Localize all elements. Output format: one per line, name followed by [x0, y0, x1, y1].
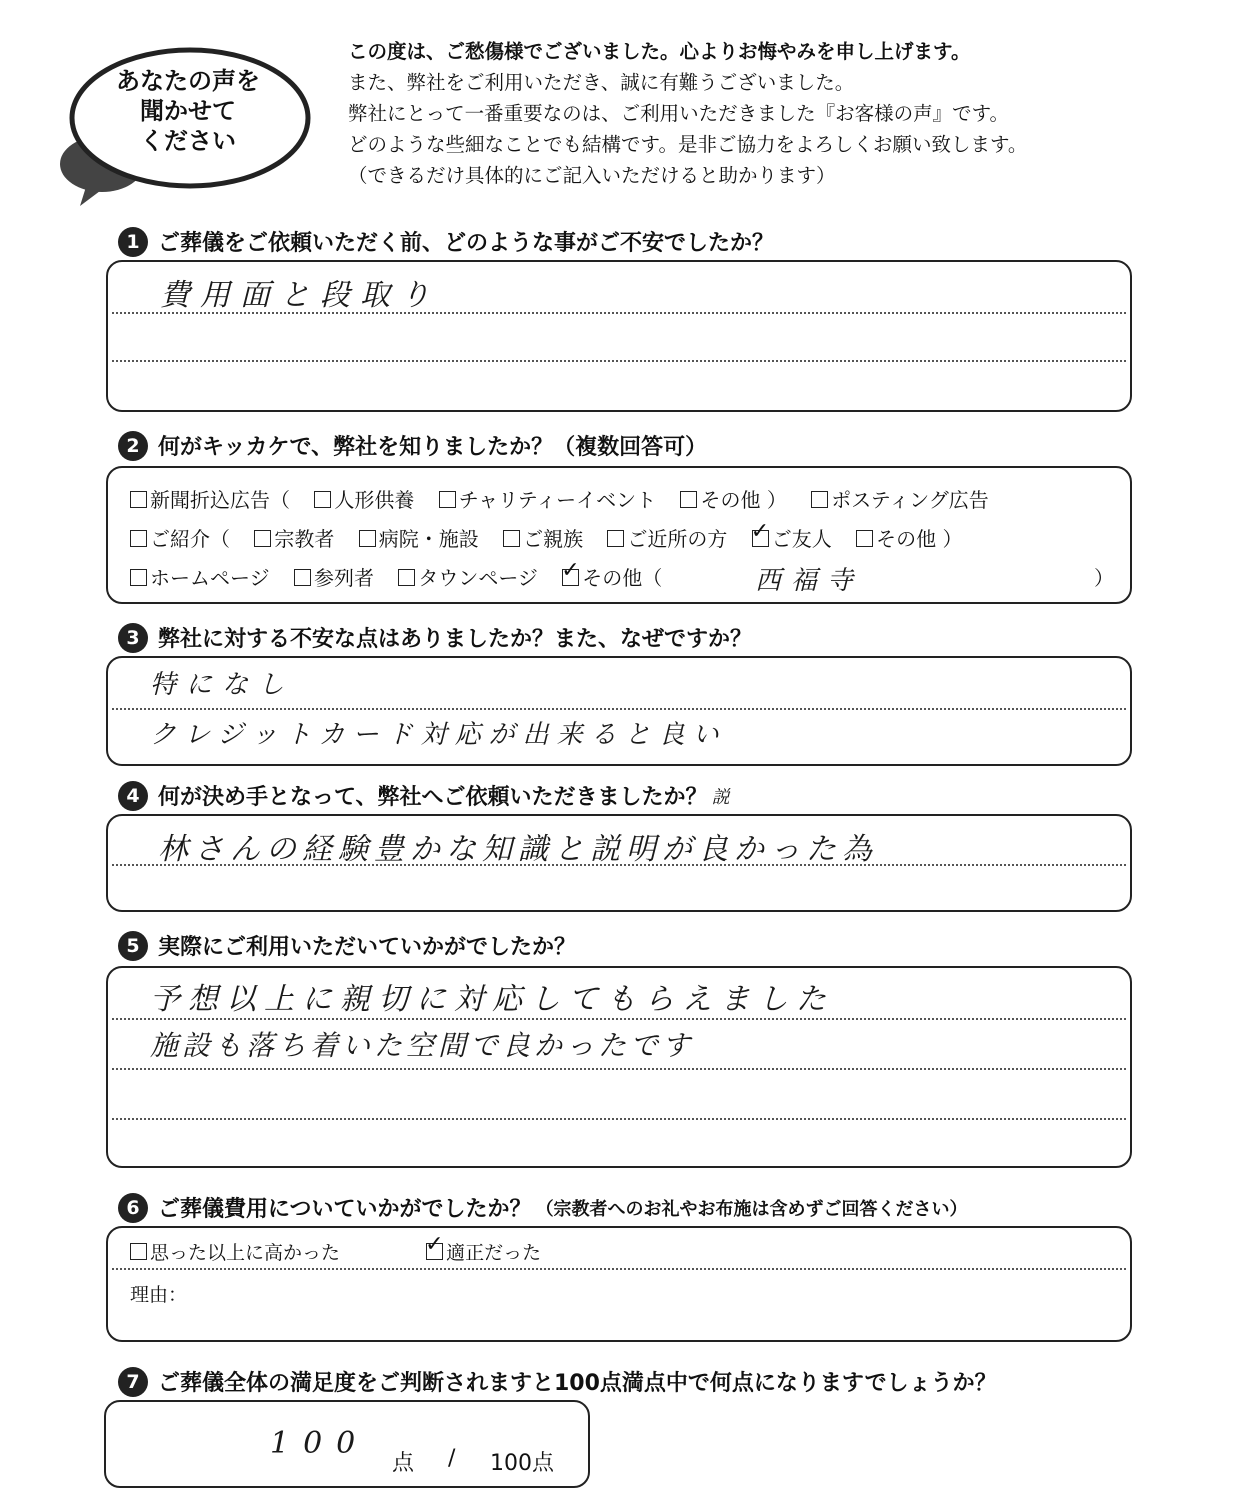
question-3-title: 弊社に対する不安な点はありましたか？また、なぜですか？: [158, 627, 753, 652]
options-row-3: [130, 562, 680, 591]
ruled-line: [112, 1068, 1126, 1070]
reason-label: 理由：: [130, 1284, 188, 1306]
option-relatives[interactable]: ご親族: [503, 527, 583, 551]
paren-close: ）: [1094, 566, 1114, 590]
options-row-2: [130, 523, 981, 552]
ruled-line: [112, 1018, 1126, 1020]
option-doll-memorial[interactable]: 人形供養: [314, 488, 414, 512]
handwritten-answer-5a: 予想以上に親切に対応してもらえました: [150, 982, 834, 1017]
handwritten-answer-3b: クレジットカード対応が出来ると良い: [150, 720, 727, 750]
number-3-icon: 3: [118, 623, 148, 653]
question-3-heading: [118, 622, 752, 653]
score-slash: /: [448, 1446, 456, 1471]
number-2-icon: 2: [118, 431, 148, 461]
handwritten-answer-1: 費用面と段取り: [160, 278, 440, 313]
question-7-heading: [118, 1366, 997, 1397]
question-6-title: ご葬儀費用についていかがでしたか？: [158, 1197, 532, 1222]
option-other-3[interactable]: ✓ その他（: [562, 566, 662, 590]
question-7-title: ご葬儀全体の満足度をご判断されますと100点満点中で何点になりますでしょうか？: [158, 1371, 997, 1396]
intro-line: また、弊社をご利用いただき、誠に有難うございました。: [348, 71, 855, 94]
question-6-note: （宗教者へのお礼やお布施は含めずご回答ください）: [535, 1198, 968, 1220]
ruled-line: [112, 1268, 1126, 1270]
score-max: 100点: [490, 1451, 554, 1476]
options-row-6: [130, 1238, 559, 1265]
question-4-heading: [118, 780, 730, 811]
handwritten-answer-5b: 施設も落ち着いた空間で良かったです: [150, 1029, 695, 1062]
question-6-heading: [118, 1192, 968, 1223]
option-friends[interactable]: ✓ ご友人: [752, 527, 832, 551]
intro-line: この度は、ご愁傷様でございました。心よりお悔やみを申し上げます。: [348, 40, 971, 63]
intro-line: どのような些細なことでも結構です。是非ご協力をよろしくお願い致します。: [348, 133, 1028, 156]
option-townpage[interactable]: タウンページ: [398, 566, 538, 590]
option-religious[interactable]: 宗教者: [254, 527, 334, 551]
intro-text: [348, 36, 1027, 191]
option-neighbors[interactable]: ご近所の方: [607, 527, 727, 551]
option-too-expensive[interactable]: 思った以上に高かった: [130, 1242, 340, 1264]
option-charity-event[interactable]: チャリティーイベント: [439, 488, 656, 512]
number-6-icon: 6: [118, 1193, 148, 1223]
question-5-title: 実際にご利用いただいていかがでしたか？: [158, 935, 577, 960]
intro-line: 弊社にとって一番重要なのは、ご利用いただきました『お客様の声』です。: [348, 102, 1010, 125]
score-unit: 点: [392, 1451, 415, 1476]
option-other-2[interactable]: その他 ）: [856, 527, 962, 551]
option-posting[interactable]: ポスティング広告: [811, 488, 989, 512]
handwritten-answer-4: 林さんの経験豊かな知識と説明が良かった為: [158, 832, 878, 867]
ruled-line: [112, 360, 1126, 362]
question-4-title: 何が決め手となって、弊社へご依頼いただきましたか？: [158, 785, 708, 810]
option-appropriate[interactable]: ✓ 適正だった: [426, 1242, 541, 1264]
number-7-icon: 7: [118, 1367, 148, 1397]
question-2-title: 何がキッカケで、弊社を知りましたか？（複数回答可）: [158, 435, 708, 460]
number-1-icon: 1: [118, 227, 148, 257]
option-hospital[interactable]: 病院・施設: [359, 527, 479, 551]
handwritten-score: 100: [270, 1426, 370, 1461]
option-other-1[interactable]: その他 ）: [680, 488, 786, 512]
question-5-heading: [118, 930, 576, 961]
option-referral[interactable]: ご紹介（: [130, 527, 230, 551]
question-1-title: ご葬儀をご依頼いただく前、どのような事がご不安でしたか？: [158, 231, 775, 256]
number-4-icon: 4: [118, 781, 148, 811]
bubble-title: あなたの声を 聞かせて ください: [116, 67, 260, 155]
option-homepage[interactable]: ホームページ: [130, 566, 270, 590]
options-row-1: [130, 484, 1007, 513]
number-5-icon: 5: [118, 931, 148, 961]
ruled-line: [112, 708, 1126, 710]
handwritten-answer-3a: 特になし: [150, 670, 295, 700]
option-attendee[interactable]: 参列者: [294, 566, 374, 590]
question-1-heading: [118, 226, 774, 257]
option-newspaper[interactable]: 新聞折込広告（: [130, 488, 290, 512]
question-4-note: 説: [711, 786, 730, 808]
question-2-heading: [118, 430, 707, 461]
intro-line: （できるだけ具体的にご記入いただけると助かります）: [348, 164, 836, 187]
handwritten-other: 西福寺: [755, 566, 864, 596]
ruled-line: [112, 1118, 1126, 1120]
